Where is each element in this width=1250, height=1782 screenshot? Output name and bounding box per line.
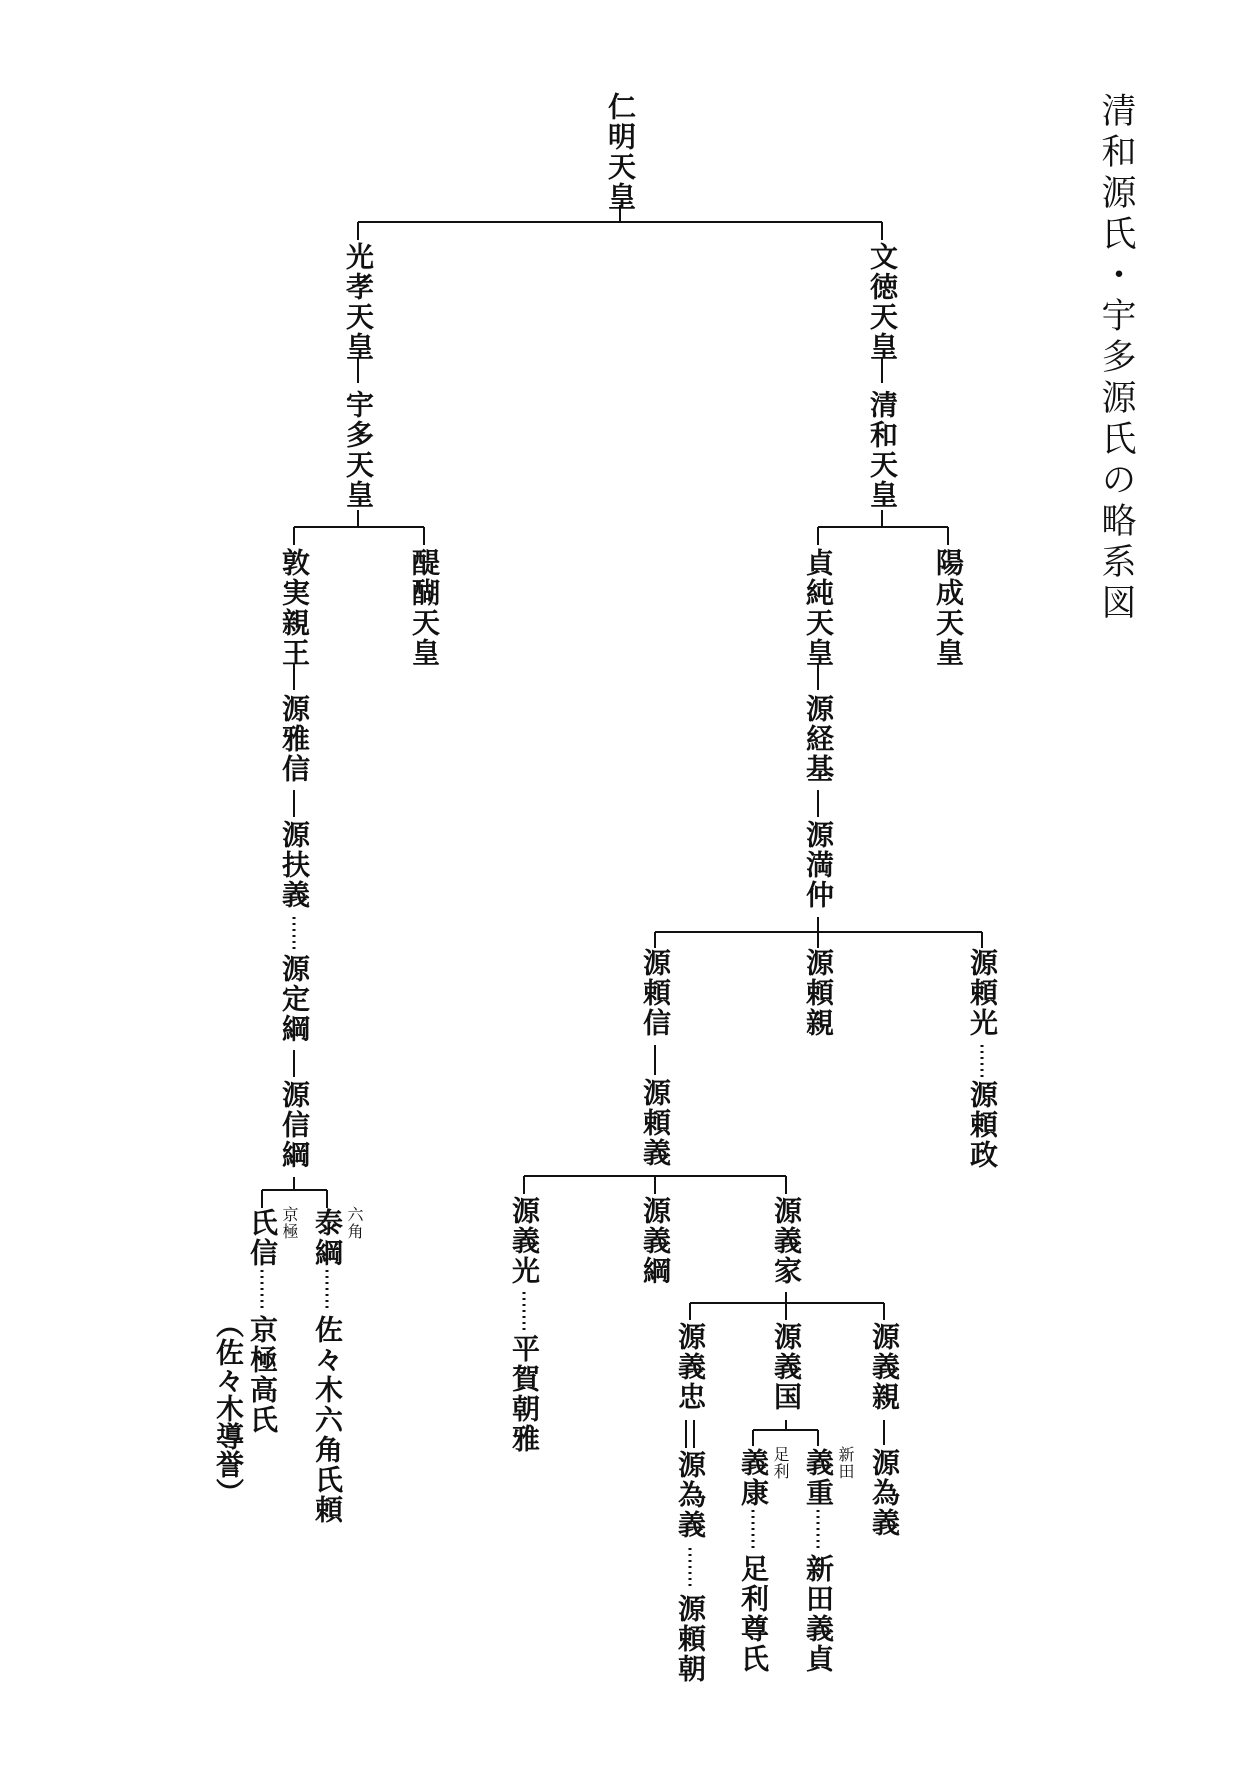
house-label-kyogoku: 京極 [280,1206,299,1240]
node-seiwa: 清和天皇 [866,390,899,510]
node-yorichika: 源頼親 [802,948,835,1038]
node-yoshichika: 源義親 [868,1322,901,1412]
node-yorinobu: 源頼信 [639,948,672,1038]
node-rokkaku-ujiyori: 佐々木六角氏頼 [311,1315,344,1525]
node-nitta-yoshisada: 新田義貞 [802,1554,835,1674]
node-yoritomo: 源頼朝 [674,1594,707,1684]
node-ashikaga-takauji: 足利尊氏 [737,1554,770,1674]
node-uda: 宇多天皇 [342,390,375,510]
node-ninmyo: 仁明天皇 [604,92,637,212]
node-masanobu: 源雅信 [278,694,311,784]
node-yorimasa: 源頼政 [966,1080,999,1170]
node-sadazumi: 貞純天皇 [802,548,835,668]
node-sasaki-doyo: （佐々木導誉） [212,1310,245,1506]
node-sadatsuna: 源定綱 [278,954,311,1044]
house-label-rokkaku: 六角 [345,1206,364,1240]
node-tameyoshi: 源為義 [868,1448,901,1538]
node-yoshishige: 義重 [802,1448,835,1508]
node-yasutsuna: 泰綱 [311,1208,344,1268]
node-nobutsuna: 源信綱 [278,1080,311,1170]
node-yoriyoshi: 源頼義 [639,1078,672,1168]
diagram-title: 清和源氏・宇多源氏の略系図 [1096,92,1136,625]
node-montoku: 文徳天皇 [866,242,899,362]
node-yoshiyasu: 義康 [737,1448,770,1508]
node-ujinobu: 氏信 [246,1208,279,1268]
house-label-ashikaga: 足利 [771,1446,790,1480]
node-yoshitada: 源義忠 [674,1322,707,1412]
node-yoshikuni: 源義国 [770,1322,803,1412]
node-yoshiie: 源義家 [770,1196,803,1286]
node-yoshimitsu: 源義光 [508,1196,541,1286]
node-taira-tomomasa: 平賀朝雅 [508,1334,541,1454]
node-mitsunaka: 源満仲 [802,820,835,910]
node-tameyoshi-adopted: 源為義 [674,1450,707,1540]
node-atsumi: 敦実親王 [278,548,311,668]
node-daigo: 醍醐天皇 [408,548,441,668]
node-kyogoku-takauji: 京極高氏 [246,1315,279,1435]
house-label-nitta: 新田 [836,1446,855,1480]
node-yoshitsuna: 源義綱 [639,1196,672,1286]
node-koko: 光孝天皇 [342,242,375,362]
node-yorimitsu: 源頼光 [966,948,999,1038]
node-yozei: 陽成天皇 [932,548,965,668]
node-tsunemoto: 源経基 [802,694,835,784]
node-sukeyoshi: 源扶義 [278,820,311,910]
